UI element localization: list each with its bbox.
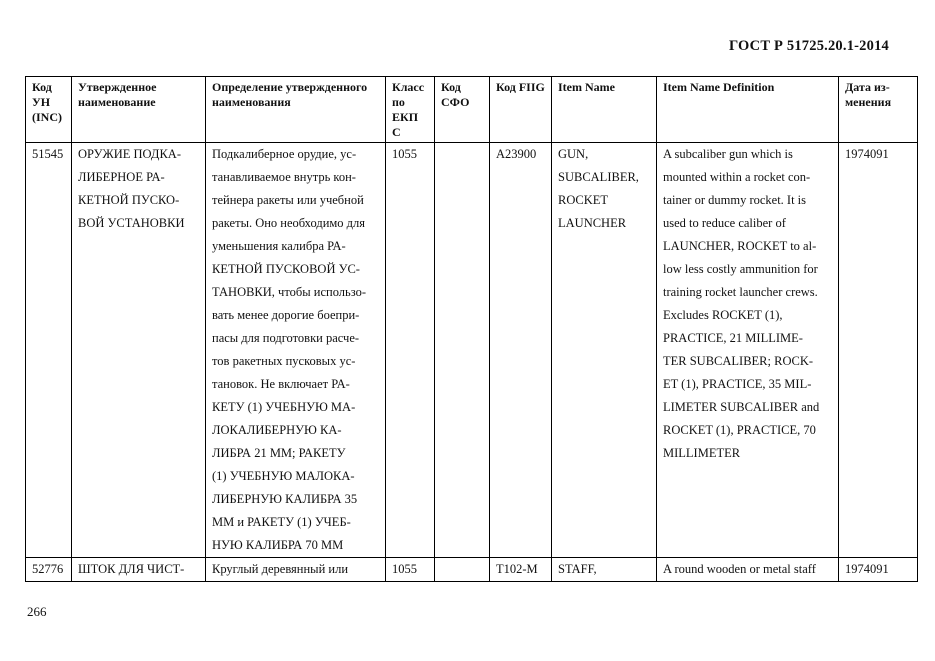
cell-item-name: GUN, SUBCALIBER, ROCKET LAUNCHER bbox=[552, 143, 657, 558]
header-class: Класс по ЕКП С bbox=[386, 77, 435, 143]
table-row bbox=[26, 143, 918, 558]
header-approved-name: Утвержденное наименование bbox=[72, 77, 206, 143]
standard-code: ГОСТ Р 51725.20.1-2014 bbox=[728, 38, 889, 54]
cell-definition-en: A round wooden or metal staff bbox=[657, 558, 839, 582]
cell-approved-name: ОРУЖИЕ ПОДКА- ЛИБЕРНОЕ РА- КЕТНОЙ ПУСКО- ВОЙ УСТАНОВКИ bbox=[72, 143, 206, 558]
cell-item-name: STAFF, bbox=[552, 558, 657, 582]
cell-class: 1055 bbox=[386, 558, 435, 582]
catalog-table bbox=[25, 76, 918, 582]
cell-inc: 51545 bbox=[26, 143, 72, 558]
cell-fiig: T102-M bbox=[490, 558, 552, 582]
table-row bbox=[26, 558, 918, 582]
cell-definition-en: A subcaliber gun which is mounted within a rocket con- tainer or dummy rocket. It is used to reduce caliber of LAUNCHER, ROCKET to al- low less costly ammunition for training rocket launcher crews. Excludes ROCKET (1), PRACTICE, 21 MILLIME- TER SUBCALIBER; ROCK- ET (1), PRACTICE, 35 MIL- LIMETER SUBCALIBER and ROCKET (1), PRACTICE, 70 MILLIMETER bbox=[657, 143, 839, 558]
header-date: Дата из- менения bbox=[839, 77, 918, 143]
header-inc: Код УН (INC) bbox=[26, 77, 72, 143]
cell-sfo bbox=[435, 558, 490, 582]
cell-approved-name: ШТОК ДЛЯ ЧИСТ- bbox=[72, 558, 206, 582]
header-item-name: Item Name bbox=[552, 77, 657, 143]
page-number: 266 bbox=[27, 604, 47, 619]
header-item-name-definition: Item Name Definition bbox=[657, 77, 839, 143]
header-sfo: Код СФО bbox=[435, 77, 490, 143]
cell-date: 1974091 bbox=[839, 558, 918, 582]
cell-sfo bbox=[435, 143, 490, 558]
cell-fiig: A23900 bbox=[490, 143, 552, 558]
cell-definition-ru: Подкалиберное орудие, ус- танавливаемое внутрь кон- тейнера ракеты или учебной ракеты. Оно необходимо для уменьшения калибра РА- КЕТНОЙ ПУСКОВОЙ УС- ТАНОВКИ, чтобы использо- вать менее дорогие боепри- пасы для подготовки расче- тов ракетных пусковых ус- тановок. Не включает РА- КЕТУ (1) УЧЕБНУЮ МА- ЛОКАЛИБЕРНУЮ КА- ЛИБРА 21 ММ; РАКЕТУ (1) УЧЕБНУЮ МАЛОКА- ЛИБЕРНУЮ КАЛИБРА 35 ММ и РАКЕТУ (1) УЧЕБ- НУЮ КАЛИБРА 70 ММ bbox=[206, 143, 386, 558]
cell-class: 1055 bbox=[386, 143, 435, 558]
cell-date: 1974091 bbox=[839, 143, 918, 558]
cell-definition-ru: Круглый деревянный или bbox=[206, 558, 386, 582]
cell-inc: 52776 bbox=[26, 558, 72, 582]
header-fiig: Код FIIG bbox=[490, 77, 552, 143]
header-definition-ru: Определение утвержденного наименования bbox=[206, 77, 386, 143]
table-header-row bbox=[26, 77, 918, 143]
